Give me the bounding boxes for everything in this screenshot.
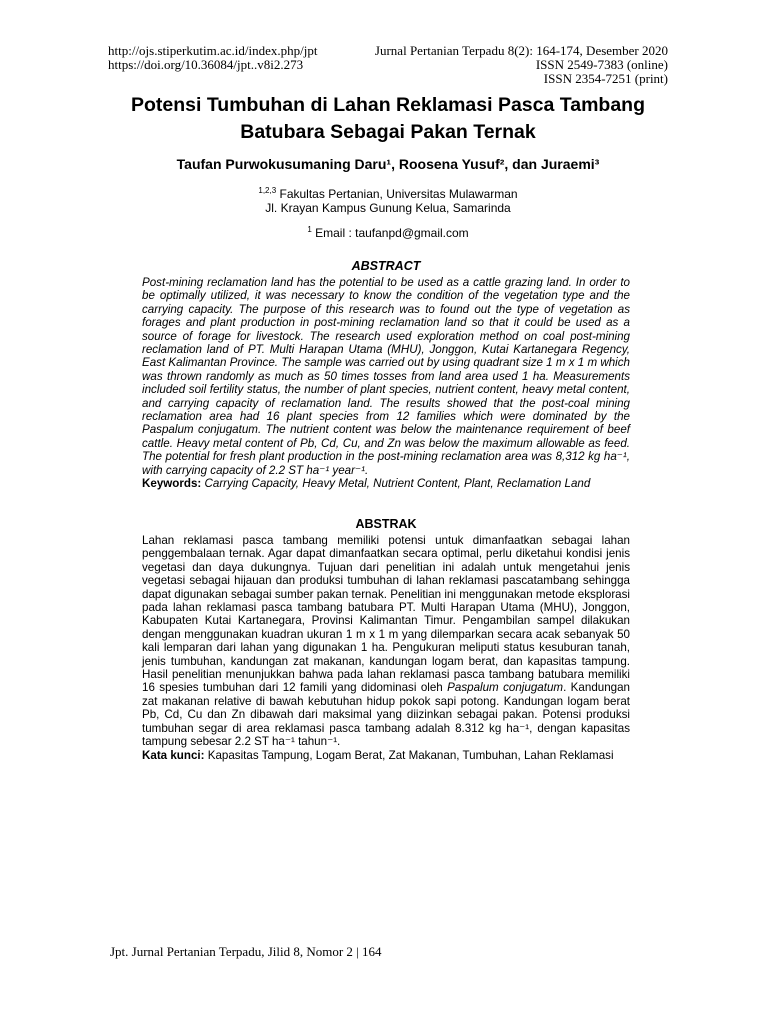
journal-citation: Jurnal Pertanian Terpadu 8(2): 164-174, Desember 2020: [374, 43, 668, 58]
authors-line: Taufan Purwokusumaning Daru¹, Roosena Yusuf², dan Juraemi³: [176, 156, 600, 172]
keywords-en-line: [142, 477, 630, 490]
affiliation-superscript: 1,2,3: [258, 186, 277, 195]
page-footer: Jpt. Jurnal Pertanian Terpadu, Jilid 8, Nomor 2 | 164: [110, 944, 382, 959]
article-title: [108, 92, 668, 146]
header-right-block: [375, 44, 668, 86]
abstract-en-heading: ABSTRACT: [351, 258, 421, 273]
affiliation-block: [108, 188, 668, 215]
abstract-en-body: Post-mining reclamation land has the potential to be used as a cattle grazing land. In order to be optimally utilized, it was necessary to know the condition of the vegetation type and the carrying capacity. The purpose of this research was to found out the type of vegetation as forages and plant production in post-mining reclamation land so that it could be used as a source of forage for livestock. The research used exploration method on coal post-mining reclamation land of PT. Multi Harapan Utama (MHU), Jonggon, Kutai Kartanegara Regency, East Kalimantan Province. The sample was carried out by using quadrant size 1 m x 1 m which was thrown randomly as much as 50 times tosses from land area used 1 ha. Measurements included soil fertility status, the number of plant species, nutrient content, heavy metal content, and carrying capacity of reclamation land. The results showed that the post-coal mining reclamation area had 16 plant species from 12 families which were dominated by the Paspalum conjugatum. The nutrient content was below the maintenance requirement of beef cattle. Heavy metal content of Pb, Cd, Cu, and Zn was below the maximum allowable as feed. The potential for fresh plant production in the post-mining reclamation area was 8,312 kg ha⁻¹, with carrying capacity of 2.2 ST ha⁻¹ year⁻¹.: [142, 276, 630, 477]
keywords-id-label: Kata kunci:: [142, 748, 205, 762]
email-superscript: 1: [307, 225, 312, 234]
affiliation-text: Fakultas Pertanian, Universitas Mulawarman: [276, 187, 518, 201]
page-header: [108, 44, 668, 86]
keywords-en-label: Keywords:: [142, 477, 202, 491]
email-line: [108, 227, 668, 241]
keywords-id-text: Kapasitas Tampung, Logam Berat, Zat Makanan, Tumbuhan, Lahan Reklamasi: [204, 748, 614, 762]
doi-url: https://doi.org/10.36084/jpt..v8i2.273: [108, 57, 304, 72]
issn-print: ISSN 2354-7251 (print): [543, 71, 668, 86]
affiliation-line1: [108, 188, 668, 202]
journal-ojs-url: http://ojs.stiperkutim.ac.id/index.php/jpt: [108, 43, 318, 58]
abstract-id-body: [142, 534, 630, 749]
affiliation-line2: Jl. Krayan Kampus Gunung Kelua, Samarinda: [265, 200, 511, 215]
keywords-id-line: [142, 749, 630, 762]
abstract-section: [142, 260, 630, 762]
species-name-italic: Paspalum conjugatum: [447, 681, 564, 695]
abstract-id-text-1: Lahan reklamasi pasca tambang memiliki potensi untuk dimanfaatkan sebagai lahan penggembalaan ternak. Agar dapat dimanfaatkan secara optimal, perlu diketahui kondisi jenis vegetasi dan daya dukungnya. Tujuan dari penelitian ini adalah untuk mengetahui jenis vegetasi sebagai hijauan dan produksi tumbuhan di lahan reklamasi pascatambang sehingga dapat digunakan sebagai sumber pakan ternak. Penelitian ini menggunakan metode eksplorasi pada lahan reklamasi pasca tambang batubara PT. Multi Harapan Utama (MHU), Jonggon, Kabupaten Kutai Kartanegara, Provinsi Kalimantan Timur. Pengambilan sampel dilakukan dengan menggunakan kuadran ukuran 1 m x 1 m yang dilemparkan secara acak sebanyak 50 kali lemparan dari lahan yang digunakan 1 ha. Pengukuran meliputi status kesuburan tanah, jenis tumbuhan, kandungan zat makanan, kandungan logam berat, dan kapasitas tampung. Hasil penelitian menunjukkan bahwa pada lahan reklamasi pasca tambang batubara memiliki 16 spesies tumbuhan dari 12 famili yang didominasi oleh: [142, 534, 630, 695]
issn-online: ISSN 2549-7383 (online): [535, 57, 668, 72]
keywords-en-text: Carrying Capacity, Heavy Metal, Nutrient Content, Plant, Reclamation Land: [201, 477, 591, 491]
page-content: [108, 44, 668, 762]
abstract-id-text-2: . Kandungan zat makanan relative di bawah kebutuhan hidup pokok sapi potong. Kandungan logam berat Pb, Cd, Cu dan Zn dibawah dari maksimal yang diizinkan sebagai pakan. Potensi produksi tumbuhan segar di area reklamasi pasca tambang adalah 8.312 kg ha⁻¹, dengan kapasitas tampung sebesar 2.2 ST ha⁻¹ tahun⁻¹.: [142, 681, 631, 749]
header-left-block: [108, 44, 317, 86]
email-text: Email : taufanpd@gmail.com: [311, 226, 469, 240]
abstract-id-heading: ABSTRAK: [355, 516, 417, 531]
article-title-line2: Batubara Sebagai Pakan Ternak: [240, 121, 536, 143]
article-title-line1: Potensi Tumbuhan di Lahan Reklamasi Pasca Tambang: [131, 94, 645, 116]
